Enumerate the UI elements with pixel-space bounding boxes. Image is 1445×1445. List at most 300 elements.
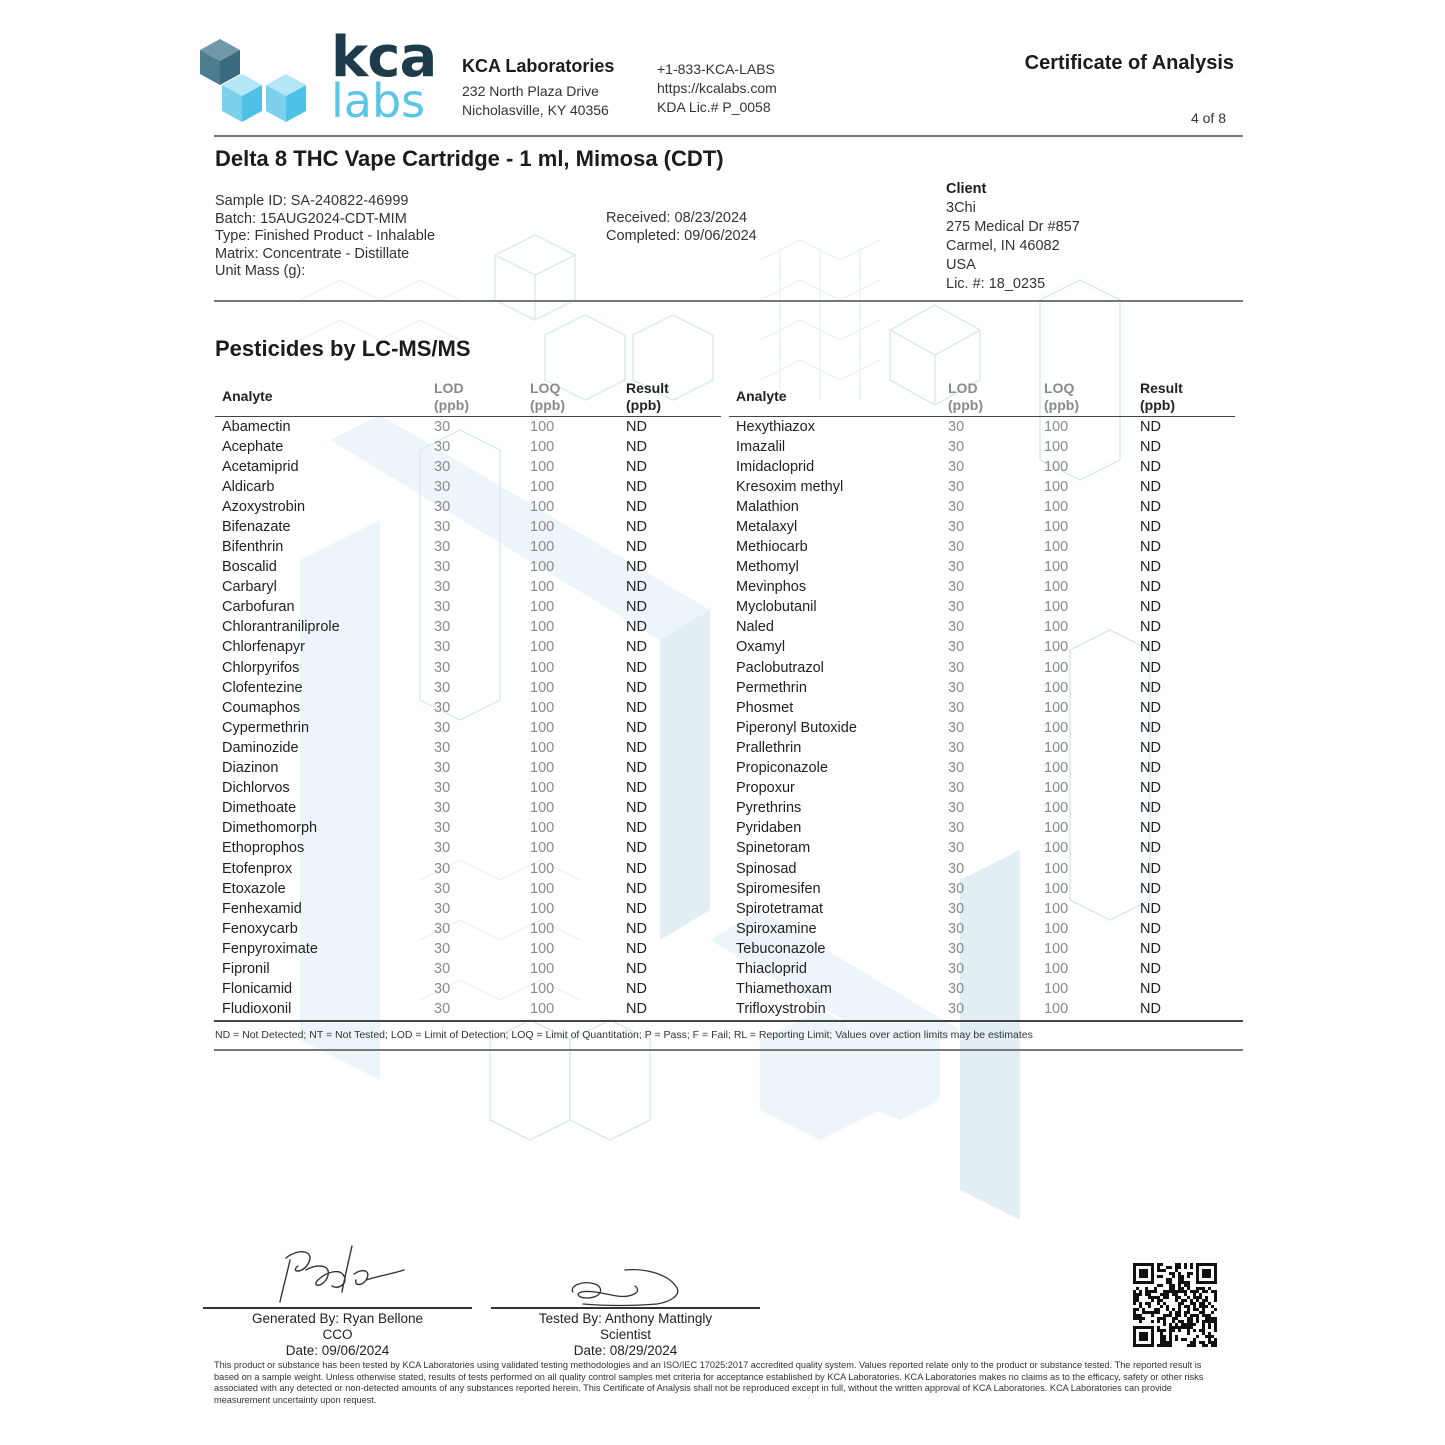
result-cell: ND <box>1140 920 1161 937</box>
analyte-cell: Imidacloprid <box>736 458 815 475</box>
analyte-cell: Chlorpyrifos <box>222 659 300 676</box>
sample-id: Sample ID: SA-240822-46999 <box>215 193 409 209</box>
table-row <box>729 497 1235 517</box>
signature-ryan-bellone-icon <box>268 1240 408 1308</box>
result-cell: ND <box>626 639 647 656</box>
loq-cell: 100 <box>530 820 555 837</box>
result-cell: ND <box>1140 940 1161 957</box>
result-cell: ND <box>1140 699 1161 716</box>
table-row <box>215 758 721 778</box>
loq-cell: 100 <box>1044 920 1069 937</box>
client-address-line1: 275 Medical Dr #857 <box>946 219 1080 235</box>
analyte-cell: Cypermethrin <box>222 719 310 736</box>
analyte-cell: Oxamyl <box>736 639 786 656</box>
loq-cell: 100 <box>1044 760 1069 777</box>
col-lod-label: LOD <box>948 379 978 396</box>
table-row <box>215 597 721 617</box>
table-row <box>729 658 1235 678</box>
table-row <box>215 416 721 437</box>
lod-cell: 30 <box>434 679 451 696</box>
analyte-cell: Clofentezine <box>222 679 303 696</box>
loq-cell: 100 <box>1044 860 1069 877</box>
analyte-cell: Acetamiprid <box>222 458 299 475</box>
analyte-cell: Etofenprox <box>222 860 293 877</box>
lod-cell: 30 <box>434 860 451 877</box>
col-lod-unit: (ppb) <box>948 396 983 413</box>
loq-cell: 100 <box>1044 458 1069 475</box>
result-cell: ND <box>1140 659 1161 676</box>
lod-cell: 30 <box>434 639 451 656</box>
analyte-cell: Thiacloprid <box>736 960 807 977</box>
result-cell: ND <box>1140 719 1161 736</box>
col-loq-label: LOQ <box>530 379 561 396</box>
logo-labs-text: labs <box>331 74 426 128</box>
loq-cell: 100 <box>530 418 555 435</box>
loq-cell: 100 <box>530 458 555 475</box>
col-loq <box>1044 378 1140 416</box>
document-title: Certificate of Analysis <box>1024 52 1234 74</box>
lod-cell: 30 <box>948 498 965 515</box>
loq-cell: 100 <box>1044 960 1069 977</box>
lab-contact <box>657 60 777 117</box>
lod-cell: 30 <box>948 659 965 676</box>
table-bottom-divider <box>214 1020 1243 1022</box>
loq-cell: 100 <box>1044 418 1069 435</box>
result-cell: ND <box>626 458 647 475</box>
result-cell: ND <box>1140 679 1161 696</box>
loq-cell: 100 <box>530 659 555 676</box>
details-divider <box>214 300 1243 302</box>
legal-disclaimer: This product or substance has been tested by KCA Laboratories using validated testing methodologies and an ISO/IEC 17025:2017 accredited quality system. Values reported relate only to the product or substance tested. The reported result is based on a sample weight. Unless otherwise stated, results of tests performed on all quality control samples met criteria for acceptance established by KCA Laboratories. KCA Laboratories makes no claims as to the efficacy, safety or other risks associated with any detected or non-detected amounts of any substances reported herein. This Certificate of Analysis shall not be reproduced except in full, without the written approval of KCA Laboratories. KCA Laboratories can provide measurement uncertainty upon request. <box>214 1360 1204 1405</box>
table-row <box>215 879 721 899</box>
lab-phone: +1-833-KCA-LABS <box>657 61 775 77</box>
loq-cell: 100 <box>1044 780 1069 797</box>
tested-by-name: Tested By: Anthony Mattingly <box>538 1311 713 1326</box>
analyte-cell: Prallethrin <box>736 739 802 756</box>
lod-cell: 30 <box>948 880 965 897</box>
analyte-cell: Spinetoram <box>736 840 811 857</box>
loq-cell: 100 <box>530 559 555 576</box>
lod-cell: 30 <box>948 820 965 837</box>
loq-cell: 100 <box>530 639 555 656</box>
loq-cell: 100 <box>530 599 555 616</box>
completed-date: Completed: 09/06/2024 <box>606 227 757 244</box>
table-row <box>215 838 721 858</box>
cubes-logo-icon <box>198 36 328 128</box>
lab-name: KCA Laboratories <box>462 56 615 76</box>
loq-cell: 100 <box>1044 539 1069 556</box>
table-row <box>215 818 721 838</box>
result-cell: ND <box>626 518 647 535</box>
result-cell: ND <box>1140 579 1161 596</box>
lab-info <box>462 56 614 120</box>
table-row <box>215 919 721 939</box>
table-row <box>215 497 721 517</box>
lod-cell: 30 <box>948 840 965 857</box>
result-cell: ND <box>626 599 647 616</box>
lod-cell: 30 <box>434 579 451 596</box>
lod-cell: 30 <box>948 699 965 716</box>
result-cell: ND <box>1140 820 1161 837</box>
loq-cell: 100 <box>530 498 555 515</box>
result-cell: ND <box>626 780 647 797</box>
analyte-cell: Tebuconazole <box>736 940 826 957</box>
lod-cell: 30 <box>434 659 451 676</box>
loq-cell: 100 <box>1044 639 1069 656</box>
col-result-label: Result <box>1140 379 1183 396</box>
client-country: USA <box>946 257 976 273</box>
table-row <box>729 778 1235 798</box>
col-lod <box>434 378 530 416</box>
result-cell: ND <box>1140 478 1161 495</box>
loq-cell: 100 <box>1044 619 1069 636</box>
product-title: Delta 8 THC Vape Cartridge - 1 ml, Mimosa (CDT) <box>215 146 724 171</box>
loq-cell: 100 <box>530 619 555 636</box>
unit-mass: Unit Mass (g): <box>215 263 306 279</box>
table-row <box>215 899 721 919</box>
table-row <box>215 959 721 979</box>
lod-cell: 30 <box>434 820 451 837</box>
analyte-cell: Kresoxim methyl <box>736 478 844 495</box>
result-cell: ND <box>1140 780 1161 797</box>
result-cell: ND <box>626 438 647 455</box>
loq-cell: 100 <box>530 900 555 917</box>
analyte-cell: Trifloxystrobin <box>736 1001 826 1018</box>
signature-line-tested <box>491 1307 760 1309</box>
analyte-cell: Carbaryl <box>222 579 277 596</box>
analyte-cell: Bifenthrin <box>222 539 284 556</box>
lod-cell: 30 <box>948 780 965 797</box>
analyte-cell: Naled <box>736 619 774 636</box>
analyte-cell: Phosmet <box>736 699 794 716</box>
loq-cell: 100 <box>1044 699 1069 716</box>
lod-cell: 30 <box>948 981 965 998</box>
lod-cell: 30 <box>948 860 965 877</box>
loq-cell: 100 <box>530 699 555 716</box>
result-cell: ND <box>1140 599 1161 616</box>
lab-license: KDA Lic.# P_0058 <box>657 99 771 115</box>
lod-cell: 30 <box>948 960 965 977</box>
lod-cell: 30 <box>948 619 965 636</box>
analyte-cell: Propoxur <box>736 780 795 797</box>
loq-cell: 100 <box>1044 981 1069 998</box>
footnote-divider <box>214 1049 1243 1051</box>
lod-cell: 30 <box>948 800 965 817</box>
lod-cell: 30 <box>434 599 451 616</box>
analyte-cell: Fenoxycarb <box>222 920 298 937</box>
result-cell: ND <box>626 760 647 777</box>
result-cell: ND <box>1140 900 1161 917</box>
analyte-cell: Fipronil <box>222 960 270 977</box>
result-cell: ND <box>626 960 647 977</box>
lod-cell: 30 <box>434 458 451 475</box>
loq-cell: 100 <box>1044 659 1069 676</box>
lod-cell: 30 <box>948 438 965 455</box>
lod-cell: 30 <box>434 478 451 495</box>
lod-cell: 30 <box>948 719 965 736</box>
result-cell: ND <box>626 940 647 957</box>
table-row <box>729 457 1235 477</box>
client-name: 3Chi <box>946 200 976 216</box>
table-row <box>215 798 721 818</box>
lod-cell: 30 <box>948 458 965 475</box>
col-loq-label: LOQ <box>1044 379 1075 396</box>
analyte-cell: Methomyl <box>736 559 799 576</box>
loq-cell: 100 <box>1044 559 1069 576</box>
result-cell: ND <box>1140 559 1161 576</box>
loq-cell: 100 <box>1044 518 1069 535</box>
result-cell: ND <box>1140 880 1161 897</box>
loq-cell: 100 <box>530 478 555 495</box>
analyte-cell: Azoxystrobin <box>222 498 306 515</box>
table-row <box>729 537 1235 557</box>
lod-cell: 30 <box>948 679 965 696</box>
lod-cell: 30 <box>948 739 965 756</box>
received-date: Received: 08/23/2024 <box>606 210 748 226</box>
loq-cell: 100 <box>530 438 555 455</box>
loq-cell: 100 <box>1044 579 1069 596</box>
tested-by-role: Scientist <box>599 1327 652 1342</box>
loq-cell: 100 <box>1044 719 1069 736</box>
pesticides-left-body <box>215 416 721 1019</box>
loq-cell: 100 <box>1044 599 1069 616</box>
loq-cell: 100 <box>530 960 555 977</box>
loq-cell: 100 <box>1044 840 1069 857</box>
table-row <box>729 597 1235 617</box>
table-row <box>729 738 1235 758</box>
table-row <box>215 738 721 758</box>
table-row <box>729 979 1235 999</box>
analyte-cell: Ethoprophos <box>222 840 305 857</box>
client-address-line2: Carmel, IN 46082 <box>946 238 1060 254</box>
lod-cell: 30 <box>948 760 965 777</box>
table-row <box>215 477 721 497</box>
analyte-cell: Permethrin <box>736 679 807 696</box>
generated-by-block <box>203 1311 472 1359</box>
analyte-cell: Pyridaben <box>736 820 802 837</box>
result-cell: ND <box>1140 960 1161 977</box>
lod-cell: 30 <box>948 900 965 917</box>
result-cell: ND <box>1140 860 1161 877</box>
lod-cell: 30 <box>434 438 451 455</box>
client-license: Lic. #: 18_0235 <box>946 276 1046 292</box>
analyte-cell: Aldicarb <box>222 478 275 495</box>
loq-cell: 100 <box>530 760 555 777</box>
analyte-cell: Piperonyl Butoxide <box>736 719 857 736</box>
table-row <box>729 858 1235 878</box>
loq-cell: 100 <box>1044 498 1069 515</box>
table-row <box>215 437 721 457</box>
section-title: Pesticides by LC-MS/MS <box>215 336 471 361</box>
lod-cell: 30 <box>434 800 451 817</box>
analyte-cell: Dimethomorph <box>222 820 318 837</box>
loq-cell: 100 <box>530 518 555 535</box>
analyte-cell: Spinosad <box>736 860 797 877</box>
table-row <box>729 698 1235 718</box>
lod-cell: 30 <box>434 840 451 857</box>
result-cell: ND <box>626 478 647 495</box>
lod-cell: 30 <box>434 539 451 556</box>
result-cell: ND <box>626 699 647 716</box>
analyte-cell: Hexythiazox <box>736 418 815 435</box>
loq-cell: 100 <box>1044 679 1069 696</box>
analyte-cell: Fenpyroximate <box>222 940 318 957</box>
analyte-cell: Spiroxamine <box>736 920 817 937</box>
table-row <box>215 698 721 718</box>
lod-cell: 30 <box>434 1001 451 1018</box>
table-row <box>215 999 721 1019</box>
table-row <box>729 758 1235 778</box>
table-row <box>215 858 721 878</box>
table-row <box>729 517 1235 537</box>
analyte-cell: Carbofuran <box>222 599 295 616</box>
analyte-cell: Pyrethrins <box>736 800 802 817</box>
lod-cell: 30 <box>948 478 965 495</box>
result-cell: ND <box>626 559 647 576</box>
table-row <box>729 416 1235 437</box>
table-row <box>729 617 1235 637</box>
col-result-unit: (ppb) <box>626 396 661 413</box>
signature-anthony-mattingly-icon <box>565 1262 685 1308</box>
result-cell: ND <box>1140 539 1161 556</box>
loq-cell: 100 <box>1044 820 1069 837</box>
result-cell: ND <box>1140 458 1161 475</box>
product-type: Type: Finished Product - Inhalable <box>215 228 436 244</box>
table-row <box>729 838 1235 858</box>
table-row <box>729 818 1235 838</box>
table-row <box>215 557 721 577</box>
table-row <box>729 577 1235 597</box>
table-row <box>729 919 1235 939</box>
result-cell: ND <box>626 860 647 877</box>
table-row <box>215 517 721 537</box>
analyte-cell: Mevinphos <box>736 579 807 596</box>
qr-code-icon[interactable] <box>1133 1263 1217 1347</box>
result-cell: ND <box>626 800 647 817</box>
lod-cell: 30 <box>434 418 451 435</box>
result-cell: ND <box>626 1001 647 1018</box>
client-heading: Client <box>946 181 987 197</box>
result-cell: ND <box>626 820 647 837</box>
lod-cell: 30 <box>434 780 451 797</box>
table-row <box>729 477 1235 497</box>
table-row <box>215 577 721 597</box>
lod-cell: 30 <box>948 940 965 957</box>
result-cell: ND <box>626 659 647 676</box>
result-cell: ND <box>626 619 647 636</box>
sample-details <box>215 193 435 281</box>
table-row <box>729 637 1235 657</box>
result-cell: ND <box>626 900 647 917</box>
result-cell: ND <box>626 539 647 556</box>
lab-address-line1: 232 North Plaza Drive <box>462 83 599 99</box>
analyte-cell: Propiconazole <box>736 760 828 777</box>
lod-cell: 30 <box>948 518 965 535</box>
loq-cell: 100 <box>530 579 555 596</box>
col-analyte: Analyte <box>729 378 948 416</box>
result-cell: ND <box>1140 639 1161 656</box>
analyte-cell: Myclobutanil <box>736 599 817 616</box>
table-row <box>729 678 1235 698</box>
table-row <box>729 557 1235 577</box>
col-lod-unit: (ppb) <box>434 396 469 413</box>
lod-cell: 30 <box>434 960 451 977</box>
analyte-cell: Chlorfenapyr <box>222 639 306 656</box>
lod-cell: 30 <box>434 981 451 998</box>
result-cell: ND <box>626 418 647 435</box>
result-cell: ND <box>1140 981 1161 998</box>
table-row <box>729 798 1235 818</box>
result-cell: ND <box>1140 619 1161 636</box>
loq-cell: 100 <box>530 780 555 797</box>
result-cell: ND <box>1140 438 1161 455</box>
loq-cell: 100 <box>530 880 555 897</box>
lod-cell: 30 <box>434 559 451 576</box>
result-cell: ND <box>626 739 647 756</box>
header-divider <box>214 135 1243 137</box>
lod-cell: 30 <box>434 498 451 515</box>
result-cell: ND <box>1140 840 1161 857</box>
analyte-cell: Acephate <box>222 438 284 455</box>
pesticides-table-left <box>215 378 721 1019</box>
analyte-cell: Abamectin <box>222 418 291 435</box>
table-row <box>215 718 721 738</box>
result-cell: ND <box>626 579 647 596</box>
table-row <box>215 537 721 557</box>
table-row <box>215 658 721 678</box>
lod-cell: 30 <box>948 418 965 435</box>
analyte-cell: Etoxazole <box>222 880 286 897</box>
loq-cell: 100 <box>530 800 555 817</box>
result-cell: ND <box>626 981 647 998</box>
analyte-cell: Spirotetramat <box>736 900 824 917</box>
table-row <box>729 718 1235 738</box>
analyte-cell: Dichlorvos <box>222 780 290 797</box>
analyte-cell: Chlorantraniliprole <box>222 619 340 636</box>
result-cell: ND <box>1140 739 1161 756</box>
lab-website-link[interactable]: https://kcalabs.com <box>657 80 777 96</box>
loq-cell: 100 <box>530 539 555 556</box>
table-row <box>215 678 721 698</box>
lod-cell: 30 <box>434 920 451 937</box>
loq-cell: 100 <box>1044 880 1069 897</box>
result-cell: ND <box>1140 1001 1161 1018</box>
analyte-cell: Daminozide <box>222 739 299 756</box>
analyte-cell: Fludioxonil <box>222 1001 292 1018</box>
table-header-row <box>729 378 1235 416</box>
lod-cell: 30 <box>948 599 965 616</box>
col-analyte: Analyte <box>215 378 434 416</box>
signature-line-generated <box>203 1307 472 1309</box>
lod-cell: 30 <box>948 539 965 556</box>
lab-address-line2: Nicholasville, KY 40356 <box>462 102 609 118</box>
table-row <box>215 637 721 657</box>
loq-cell: 100 <box>1044 739 1069 756</box>
generated-by-role: CCO <box>322 1327 353 1342</box>
sample-dates <box>606 210 757 245</box>
abbreviations-footnote: ND = Not Detected; NT = Not Tested; LOD = Limit of Detection; LOQ = Limit of Quantitation; P = Pass; F = Fail; RL = Reporting Limit; Values over action limits may be estimates <box>215 1029 1033 1041</box>
kca-labs-logo <box>198 25 438 132</box>
table-row <box>215 778 721 798</box>
analyte-cell: Bifenazate <box>222 518 291 535</box>
loq-cell: 100 <box>530 840 555 857</box>
col-lod <box>948 378 1044 416</box>
analyte-cell: Coumaphos <box>222 699 301 716</box>
lod-cell: 30 <box>434 719 451 736</box>
loq-cell: 100 <box>530 860 555 877</box>
analyte-cell: Paclobutrazol <box>736 659 824 676</box>
lod-cell: 30 <box>948 559 965 576</box>
